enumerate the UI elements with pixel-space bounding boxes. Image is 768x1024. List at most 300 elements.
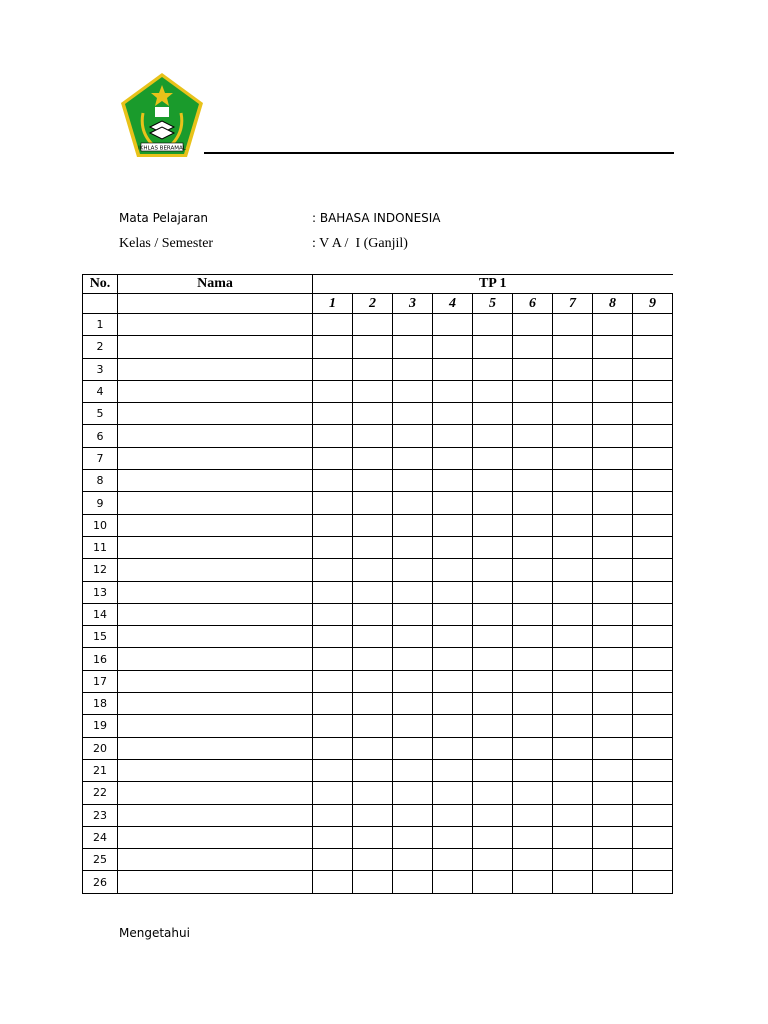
score-cell[interactable] — [433, 759, 473, 781]
score-cell[interactable] — [473, 536, 513, 558]
score-cell[interactable] — [393, 715, 433, 737]
row-number: 26 — [83, 871, 118, 893]
table-row — [83, 737, 673, 759]
score-cell[interactable] — [633, 380, 673, 402]
name-cell[interactable] — [118, 425, 313, 447]
score-cell[interactable] — [593, 782, 633, 804]
score-cell[interactable] — [313, 358, 353, 380]
score-cell[interactable] — [393, 782, 433, 804]
score-cell[interactable] — [633, 759, 673, 781]
score-cell[interactable] — [433, 737, 473, 759]
score-cell[interactable] — [353, 536, 393, 558]
score-cell[interactable] — [513, 670, 553, 692]
score-cell[interactable] — [633, 470, 673, 492]
score-cell[interactable] — [553, 826, 593, 848]
score-cell[interactable] — [393, 737, 433, 759]
score-cell[interactable] — [513, 737, 553, 759]
score-cell[interactable] — [553, 358, 593, 380]
table-row — [83, 425, 673, 447]
header-row — [83, 275, 673, 294]
score-cell[interactable] — [393, 425, 433, 447]
score-cell[interactable] — [353, 804, 393, 826]
score-cell[interactable] — [473, 425, 513, 447]
name-cell[interactable] — [118, 626, 313, 648]
class-semester-value: : V A / I (Ganjil) — [312, 236, 408, 251]
score-cell[interactable] — [633, 514, 673, 536]
score-cell[interactable] — [513, 648, 553, 670]
score-cell[interactable] — [313, 470, 353, 492]
score-cell[interactable] — [313, 536, 353, 558]
score-cell[interactable] — [313, 648, 353, 670]
score-cell[interactable] — [473, 737, 513, 759]
score-cell[interactable] — [553, 626, 593, 648]
score-cell[interactable] — [353, 871, 393, 893]
score-cell[interactable] — [313, 581, 353, 603]
score-cell[interactable] — [633, 648, 673, 670]
score-cell[interactable] — [593, 536, 633, 558]
row-number: 1 — [83, 314, 118, 336]
score-cell[interactable] — [593, 559, 633, 581]
table-row — [83, 670, 673, 692]
score-cell[interactable] — [353, 849, 393, 871]
score-cell[interactable] — [433, 715, 473, 737]
score-cell[interactable] — [473, 626, 513, 648]
score-cell[interactable] — [353, 737, 393, 759]
row-number: 20 — [83, 737, 118, 759]
score-cell[interactable] — [393, 849, 433, 871]
score-cell[interactable] — [633, 782, 673, 804]
score-cell[interactable] — [393, 871, 433, 893]
name-cell[interactable] — [118, 826, 313, 848]
score-cell[interactable] — [353, 603, 393, 625]
svg-text:IKHLAS BERAMAL: IKHLAS BERAMAL — [138, 145, 186, 152]
name-cell[interactable] — [118, 759, 313, 781]
row-number: 15 — [83, 626, 118, 648]
score-cell[interactable] — [353, 782, 393, 804]
name-cell[interactable] — [118, 581, 313, 603]
score-cell[interactable] — [313, 626, 353, 648]
score-cell[interactable] — [473, 826, 513, 848]
score-cell[interactable] — [553, 693, 593, 715]
score-cell[interactable] — [593, 425, 633, 447]
score-cell[interactable] — [513, 559, 553, 581]
score-cell[interactable] — [353, 693, 393, 715]
score-cell[interactable] — [433, 536, 473, 558]
name-cell[interactable] — [118, 380, 313, 402]
subject-value: : BAHASA INDONESIA — [312, 211, 441, 225]
score-cell[interactable] — [593, 849, 633, 871]
name-cell[interactable] — [118, 559, 313, 581]
score-cell[interactable] — [353, 492, 393, 514]
score-cell[interactable] — [433, 782, 473, 804]
score-cell[interactable] — [473, 693, 513, 715]
score-cell[interactable] — [393, 380, 433, 402]
table-row — [83, 826, 673, 848]
score-cell[interactable] — [593, 693, 633, 715]
name-cell[interactable] — [118, 871, 313, 893]
score-cell[interactable] — [633, 826, 673, 848]
score-cell[interactable] — [313, 737, 353, 759]
score-cell[interactable] — [473, 380, 513, 402]
score-cell[interactable] — [633, 314, 673, 336]
score-cell[interactable] — [513, 782, 553, 804]
score-cell[interactable] — [633, 737, 673, 759]
score-cell[interactable] — [473, 514, 513, 536]
score-cell[interactable] — [513, 447, 553, 469]
score-cell[interactable] — [633, 603, 673, 625]
score-cell[interactable] — [313, 603, 353, 625]
name-cell[interactable] — [118, 536, 313, 558]
score-cell[interactable] — [353, 314, 393, 336]
col-name-header: Nama — [118, 275, 313, 294]
score-cell[interactable] — [353, 380, 393, 402]
name-cell[interactable] — [118, 492, 313, 514]
score-cell[interactable] — [313, 849, 353, 871]
score-cell[interactable] — [633, 715, 673, 737]
subheader-col-4: 4 — [433, 294, 473, 314]
score-cell[interactable] — [433, 603, 473, 625]
score-cell[interactable] — [473, 403, 513, 425]
score-cell[interactable] — [553, 782, 593, 804]
score-cell[interactable] — [513, 380, 553, 402]
score-cell[interactable] — [353, 447, 393, 469]
score-cell[interactable] — [513, 603, 553, 625]
score-cell[interactable] — [633, 425, 673, 447]
score-cell[interactable] — [473, 447, 513, 469]
row-number: 22 — [83, 782, 118, 804]
score-cell[interactable] — [433, 336, 473, 358]
score-cell[interactable] — [393, 470, 433, 492]
score-cell[interactable] — [433, 358, 473, 380]
score-cell[interactable] — [553, 603, 593, 625]
score-cell[interactable] — [593, 380, 633, 402]
score-cell[interactable] — [633, 849, 673, 871]
table-row — [83, 380, 673, 402]
name-cell[interactable] — [118, 336, 313, 358]
name-cell[interactable] — [118, 693, 313, 715]
row-number: 21 — [83, 759, 118, 781]
score-cell[interactable] — [473, 670, 513, 692]
row-number: 4 — [83, 380, 118, 402]
score-cell[interactable] — [473, 581, 513, 603]
score-cell[interactable] — [393, 648, 433, 670]
score-cell[interactable] — [513, 470, 553, 492]
table-row — [83, 514, 673, 536]
score-cell[interactable] — [513, 804, 553, 826]
score-cell[interactable] — [313, 804, 353, 826]
score-cell[interactable] — [313, 492, 353, 514]
score-cell[interactable] — [433, 447, 473, 469]
score-cell[interactable] — [353, 403, 393, 425]
name-cell[interactable] — [118, 804, 313, 826]
score-cell[interactable] — [353, 514, 393, 536]
score-cell[interactable] — [513, 871, 553, 893]
score-cell[interactable] — [313, 314, 353, 336]
score-cell[interactable] — [593, 648, 633, 670]
score-cell[interactable] — [553, 581, 593, 603]
subject-label: Mata Pelajaran — [119, 211, 209, 225]
score-cell[interactable] — [313, 425, 353, 447]
score-cell[interactable] — [393, 826, 433, 848]
score-cell[interactable] — [473, 871, 513, 893]
score-cell[interactable] — [313, 380, 353, 402]
score-cell[interactable] — [553, 648, 593, 670]
score-cell[interactable] — [553, 559, 593, 581]
score-cell[interactable] — [393, 559, 433, 581]
score-cell[interactable] — [313, 336, 353, 358]
score-cell[interactable] — [553, 871, 593, 893]
table-row — [83, 403, 673, 425]
score-cell[interactable] — [553, 470, 593, 492]
score-cell[interactable] — [553, 670, 593, 692]
score-cell[interactable] — [593, 715, 633, 737]
score-cell[interactable] — [473, 648, 513, 670]
score-cell[interactable] — [593, 759, 633, 781]
row-number: 12 — [83, 559, 118, 581]
table-row — [83, 536, 673, 558]
score-cell[interactable] — [313, 715, 353, 737]
score-cell[interactable] — [433, 693, 473, 715]
table-row — [83, 648, 673, 670]
score-cell[interactable] — [433, 849, 473, 871]
score-cell[interactable] — [553, 804, 593, 826]
score-cell[interactable] — [433, 380, 473, 402]
score-cell[interactable] — [393, 536, 433, 558]
score-cell[interactable] — [473, 492, 513, 514]
score-cell[interactable] — [353, 759, 393, 781]
score-cell[interactable] — [633, 492, 673, 514]
score-cell[interactable] — [473, 715, 513, 737]
score-cell[interactable] — [433, 425, 473, 447]
score-cell[interactable] — [433, 581, 473, 603]
score-cell[interactable] — [393, 336, 433, 358]
score-cell[interactable] — [553, 336, 593, 358]
score-cell[interactable] — [513, 403, 553, 425]
table-row — [83, 559, 673, 581]
score-cell[interactable] — [393, 314, 433, 336]
name-cell[interactable] — [118, 782, 313, 804]
score-cell[interactable] — [513, 581, 553, 603]
score-cell[interactable] — [433, 648, 473, 670]
score-cell[interactable] — [353, 826, 393, 848]
score-cell[interactable] — [593, 737, 633, 759]
score-cell[interactable] — [433, 626, 473, 648]
score-cell[interactable] — [433, 871, 473, 893]
score-cell[interactable] — [393, 581, 433, 603]
score-cell[interactable] — [593, 447, 633, 469]
score-cell[interactable] — [353, 648, 393, 670]
score-cell[interactable] — [553, 759, 593, 781]
score-cell[interactable] — [633, 336, 673, 358]
score-cell[interactable] — [473, 314, 513, 336]
score-cell[interactable] — [513, 514, 553, 536]
score-cell[interactable] — [393, 693, 433, 715]
score-cell[interactable] — [473, 559, 513, 581]
score-cell[interactable] — [553, 380, 593, 402]
score-cell[interactable] — [593, 581, 633, 603]
score-cell[interactable] — [633, 626, 673, 648]
score-cell[interactable] — [593, 871, 633, 893]
score-cell[interactable] — [593, 470, 633, 492]
name-cell[interactable] — [118, 670, 313, 692]
table-row — [83, 358, 673, 380]
score-cell[interactable] — [313, 826, 353, 848]
score-cell[interactable] — [433, 403, 473, 425]
score-cell[interactable] — [553, 849, 593, 871]
name-cell[interactable] — [118, 849, 313, 871]
score-cell[interactable] — [513, 759, 553, 781]
score-cell[interactable] — [433, 470, 473, 492]
score-cell[interactable] — [393, 358, 433, 380]
score-cell[interactable] — [553, 737, 593, 759]
score-cell[interactable] — [553, 536, 593, 558]
score-cell[interactable] — [593, 670, 633, 692]
row-number: 11 — [83, 536, 118, 558]
score-cell[interactable] — [593, 826, 633, 848]
score-cell[interactable] — [473, 603, 513, 625]
score-cell[interactable] — [553, 314, 593, 336]
score-cell[interactable] — [633, 447, 673, 469]
score-cell[interactable] — [313, 559, 353, 581]
score-cell[interactable] — [473, 804, 513, 826]
score-cell[interactable] — [513, 336, 553, 358]
score-cell[interactable] — [353, 715, 393, 737]
name-cell[interactable] — [118, 358, 313, 380]
score-cell[interactable] — [433, 826, 473, 848]
score-cell[interactable] — [473, 336, 513, 358]
score-cell[interactable] — [473, 782, 513, 804]
score-cell[interactable] — [313, 759, 353, 781]
score-cell[interactable] — [433, 670, 473, 692]
score-cell[interactable] — [393, 603, 433, 625]
score-cell[interactable] — [353, 626, 393, 648]
score-cell[interactable] — [433, 492, 473, 514]
subheader-col-6: 6 — [513, 294, 553, 314]
score-cell[interactable] — [513, 358, 553, 380]
name-cell[interactable] — [118, 603, 313, 625]
score-cell[interactable] — [553, 492, 593, 514]
subheader-col-1: 1 — [313, 294, 353, 314]
score-cell[interactable] — [393, 670, 433, 692]
score-cell[interactable] — [473, 470, 513, 492]
score-cell[interactable] — [513, 536, 553, 558]
score-cell[interactable] — [593, 492, 633, 514]
table-row — [83, 871, 673, 893]
name-cell[interactable] — [118, 314, 313, 336]
table-row — [83, 715, 673, 737]
score-cell[interactable] — [593, 314, 633, 336]
score-cell[interactable] — [393, 403, 433, 425]
score-cell[interactable] — [353, 559, 393, 581]
name-cell[interactable] — [118, 648, 313, 670]
score-cell[interactable] — [353, 470, 393, 492]
score-cell[interactable] — [353, 336, 393, 358]
score-cell[interactable] — [313, 447, 353, 469]
score-cell[interactable] — [353, 358, 393, 380]
name-cell[interactable] — [118, 737, 313, 759]
row-number: 13 — [83, 581, 118, 603]
score-cell[interactable] — [593, 626, 633, 648]
score-cell[interactable] — [433, 314, 473, 336]
score-cell[interactable] — [513, 626, 553, 648]
score-cell[interactable] — [433, 804, 473, 826]
score-cell[interactable] — [513, 849, 553, 871]
score-cell[interactable] — [433, 559, 473, 581]
table-row — [83, 782, 673, 804]
score-cell[interactable] — [553, 403, 593, 425]
row-number: 6 — [83, 425, 118, 447]
score-cell[interactable] — [633, 670, 673, 692]
score-cell[interactable] — [593, 603, 633, 625]
score-cell[interactable] — [393, 804, 433, 826]
score-cell[interactable] — [313, 693, 353, 715]
score-cell[interactable] — [433, 514, 473, 536]
score-cell[interactable] — [313, 403, 353, 425]
kemenag-emblem-icon — [119, 71, 205, 161]
score-cell[interactable] — [353, 425, 393, 447]
subheader-col-2: 2 — [353, 294, 393, 314]
score-cell[interactable] — [633, 581, 673, 603]
score-cell[interactable] — [633, 693, 673, 715]
name-cell[interactable] — [118, 403, 313, 425]
score-cell[interactable] — [513, 492, 553, 514]
score-cell[interactable] — [553, 715, 593, 737]
score-cell[interactable] — [593, 358, 633, 380]
score-cell[interactable] — [633, 871, 673, 893]
score-cell[interactable] — [473, 358, 513, 380]
score-cell[interactable] — [633, 358, 673, 380]
score-cell[interactable] — [473, 849, 513, 871]
score-cell[interactable] — [513, 826, 553, 848]
score-cell[interactable] — [393, 492, 433, 514]
score-cell[interactable] — [393, 759, 433, 781]
score-cell[interactable] — [313, 871, 353, 893]
score-cell[interactable] — [553, 447, 593, 469]
name-cell[interactable] — [118, 715, 313, 737]
score-cell[interactable] — [593, 514, 633, 536]
name-cell[interactable] — [118, 514, 313, 536]
score-cell[interactable] — [593, 403, 633, 425]
score-cell[interactable] — [353, 670, 393, 692]
table-row — [83, 447, 673, 469]
score-cell[interactable] — [393, 514, 433, 536]
score-cell[interactable] — [513, 693, 553, 715]
score-cell[interactable] — [633, 559, 673, 581]
score-cell[interactable] — [313, 782, 353, 804]
score-cell[interactable] — [393, 626, 433, 648]
score-cell[interactable] — [313, 514, 353, 536]
score-cell[interactable] — [593, 804, 633, 826]
name-cell[interactable] — [118, 447, 313, 469]
score-cell[interactable] — [353, 581, 393, 603]
score-cell[interactable] — [513, 314, 553, 336]
score-cell[interactable] — [393, 447, 433, 469]
score-cell[interactable] — [313, 670, 353, 692]
name-cell[interactable] — [118, 470, 313, 492]
score-cell[interactable] — [553, 514, 593, 536]
score-cell[interactable] — [513, 715, 553, 737]
score-cell[interactable] — [633, 403, 673, 425]
table-row — [83, 603, 673, 625]
acknowledged-label: Mengetahui — [119, 926, 190, 940]
score-cell[interactable] — [633, 804, 673, 826]
row-number: 23 — [83, 804, 118, 826]
score-cell[interactable] — [593, 336, 633, 358]
score-cell[interactable] — [513, 425, 553, 447]
score-cell[interactable] — [553, 425, 593, 447]
score-cell[interactable] — [473, 759, 513, 781]
score-cell[interactable] — [633, 536, 673, 558]
